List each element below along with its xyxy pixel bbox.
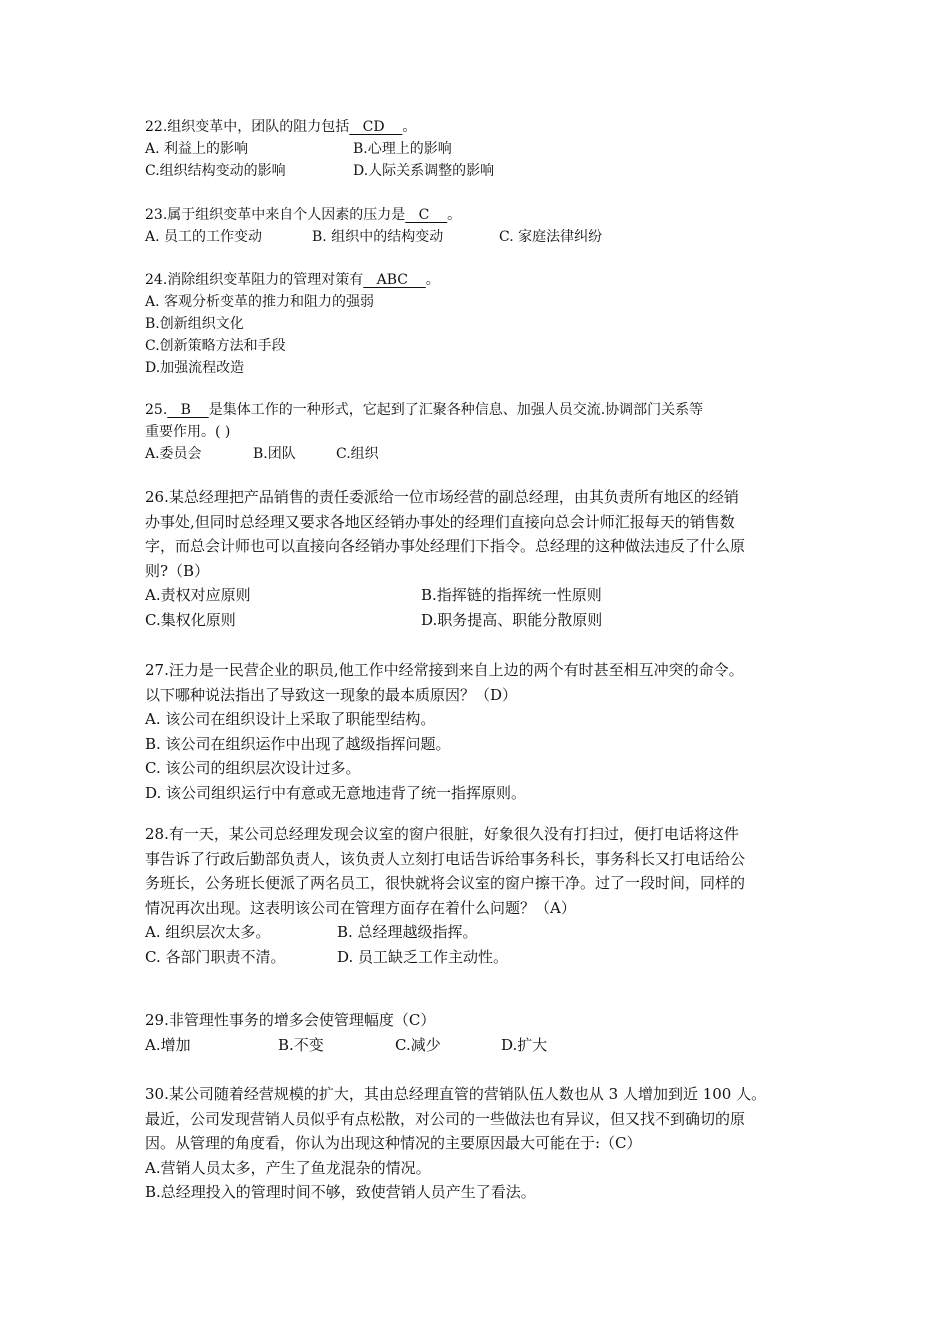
question-27-stem-line-2: 以下哪种说法指出了导致这一现象的最本质原因？（D） [145,685,518,704]
option-a: A. 利益上的影响 [145,141,249,157]
question-24 [145,269,815,379]
question-22-options-row-1 [145,138,815,160]
question-27 [145,658,815,805]
option-c: C. 家庭法律纠纷 [499,229,603,245]
question-25-stem-line-2: 重要作用。( ) [145,424,231,440]
option-c: C.减少 [395,1035,441,1054]
option-b: B.创新组织文化 [145,316,244,332]
question-22-options-row-2 [145,160,815,182]
option-b: B.总经理投入的管理时间不够，致使营销人员产生了看法。 [145,1183,536,1201]
question-28-options-row-2 [145,945,815,970]
option-a: A.委员会 [145,446,202,462]
question-29-options-row [145,1033,815,1058]
question-23-stem-end: 。 [447,207,462,223]
question-25-number: 25. [145,402,168,418]
option-d: D.职务提高、职能分散原则 [421,610,603,629]
question-29-stem: 29.非管理性事务的增多会使管理幅度（C） [145,1011,436,1029]
question-28-options-row-1 [145,920,815,945]
question-30-stem-line-2: 最近，公司发现营销人员似乎有点松散，对公司的一些做法也有异议，但又找不到确切的原 [145,1109,746,1128]
question-25-answer: B [167,402,209,418]
question-23-options-row [145,226,815,248]
question-28-stem-line-4: 情况再次出现。这表明该公司在管理方面存在着什么问题？（A） [145,898,576,917]
question-26 [145,485,815,632]
option-b: B. 该公司在组织运作中出现了越级指挥问题。 [145,734,451,753]
option-b: B.指挥链的指挥统一性原则 [421,586,602,604]
question-24-stem-end: 。 [425,272,440,288]
option-b: B.心理上的影响 [353,141,452,157]
question-23-stem [145,204,815,226]
question-24-answer: ABC [363,272,426,288]
option-a: A. 客观分析变革的推力和阻力的强弱 [145,294,375,310]
question-22-stem-end: 。 [402,119,417,135]
option-a: A. 组织层次太多。 [145,923,271,941]
question-27-stem-line-1: 27.汪力是一民营企业的职员,他工作中经常接到来自上边的两个有时甚至相互冲突的命令。 [145,661,744,679]
question-22-stem-text: 22.组织变革中，团队的阻力包括 [145,119,350,135]
question-25-stem-text: 是集体工作的一种形式，它起到了汇聚各种信息、加强人员交流.协调部门关系等 [208,402,704,418]
option-d: D.加强流程改造 [145,360,245,376]
question-26-stem-line-3: 字，而总会计师也可以直接向各经销办事处经理们下指令。总经理的这种做法违反了什么原 [145,537,746,555]
question-26-stem-line-4: 则?（B） [145,561,210,580]
option-c: C.组织结构变动的影响 [145,163,286,179]
option-c: C. 该公司的组织层次设计过多。 [145,759,361,777]
option-d: D. 员工缺乏工作主动性。 [337,947,509,966]
question-26-options-row-2 [145,608,815,633]
question-26-options-row-1 [145,583,815,608]
option-b: B.不变 [278,1035,324,1054]
question-22 [145,116,815,182]
option-d: D. 该公司组织运行中有意或无意地违背了统一指挥原则。 [145,783,527,802]
question-24-stem-text: 24.消除组织变革阻力的管理对策有 [145,272,364,288]
question-28 [145,822,815,969]
option-c: C.集权化原则 [145,610,236,629]
question-29 [145,1008,815,1057]
question-25 [145,399,815,465]
option-b: B. 组织中的结构变动 [312,229,444,245]
option-b: B.团队 [253,446,296,462]
question-28-stem-line-3: 务班长，公务班长便派了两名员工，很快就将会议室的窗户擦干净。过了一段时间，同样的 [145,874,746,892]
option-c: C. 各部门职责不清。 [145,947,286,966]
question-23 [145,204,815,248]
question-28-stem-line-1: 28.有一天，某公司总经理发现会议室的窗户很脏，好象很久没有打扫过，便打电话将这件 [145,825,739,843]
option-a: A. 员工的工作变动 [145,229,263,245]
question-22-stem [145,116,815,138]
option-a: A.增加 [145,1035,191,1054]
question-26-stem-line-2: 办事处,但同时总经理又要求各地区经销办事处的经理们直接向总会计师汇报每天的销售数 [145,512,735,531]
option-d: D.人际关系调整的影响 [353,163,495,179]
option-c: C.创新策略方法和手段 [145,338,286,354]
question-30-stem-line-3: 因。从管理的角度看，你认为出现这种情况的主要原因最大可能在于:（C） [145,1134,642,1152]
question-30 [145,1082,815,1205]
option-d: D.扩大 [501,1035,548,1054]
question-23-answer: C [405,207,448,223]
question-24-stem [145,269,815,291]
option-a: A.营销人员太多，产生了鱼龙混杂的情况。 [145,1158,431,1177]
question-25-stem [145,399,815,421]
question-22-answer: CD [349,119,403,135]
question-23-stem-text: 23.属于组织变革中来自个人因素的压力是 [145,207,406,223]
question-28-stem-line-2: 事告诉了行政后勤部负责人，该负责人立刻打电话告诉给事务科长，事务科长又打电话给公 [145,849,746,868]
option-a: A. 该公司在组织设计上采取了职能型结构。 [145,710,436,728]
option-c: C.组织 [336,446,379,462]
question-26-stem-line-1: 26.某总经理把产品销售的责任委派给一位市场经营的副总经理，由其负责所有地区的经销 [145,488,739,506]
question-25-options-row [145,443,815,465]
question-30-stem-line-1: 30.某公司随着经营规模的扩大，其由总经理直管的营销队伍人数也从 3 人增加到近 100 人。 [145,1085,767,1103]
option-a: A.责权对应原则 [145,586,251,604]
option-b: B. 总经理越级指挥。 [337,923,478,941]
